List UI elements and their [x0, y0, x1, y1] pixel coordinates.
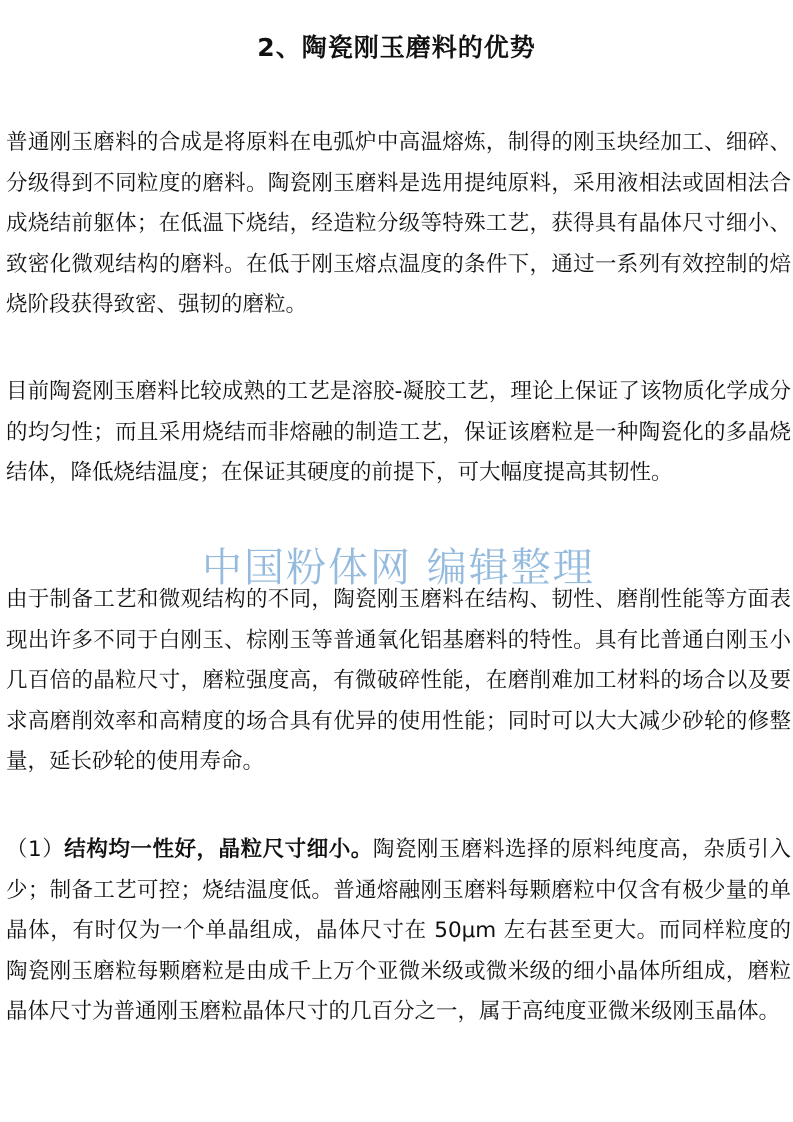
paragraph-point-1	[6, 830, 791, 1033]
point-body: 陶瓷刚玉磨料选择的原料纯度高，杂质引入少；制备工艺可控；烧结温度低。普通熔融刚玉磨料每颗磨粒中仅含有极少量的单晶体，有时仅为一个单晶组成，晶体尺寸在 50μm 左右甚至更大。而同样粒度的陶瓷刚玉磨粒每颗磨粒是由成千上万个亚微米级或微米级的细小晶体所组成，磨粒晶体尺寸为普通刚玉磨粒晶体尺寸的几百分之一，属于高纯度亚微米级刚玉晶体。	[6, 837, 791, 1024]
point-number: （1）	[6, 837, 65, 862]
paragraph-synthesis: 普通刚玉磨料的合成是将原料在电弧炉中高温熔炼，制得的刚玉块经加工、细碎、分级得到不同粒度的磨料。陶瓷刚玉磨料是选用提纯原料，采用液相法或固相法合成烧结前躯体；在低温下烧结，经造粒分级等特殊工艺，获得具有晶体尺寸细小、致密化微观结构的磨料。在低于刚玉熔点温度的条件下，通过一系列有效控制的焙烧阶段获得致密、强韧的磨粒。	[6, 130, 791, 317]
paragraph-sol-gel: 目前陶瓷刚玉磨料比较成熟的工艺是溶胶-凝胶工艺，理论上保证了该物质化学成分的均匀性；而且采用烧结而非熔融的制造工艺，保证该磨粒是一种陶瓷化的多晶烧结体，降低烧结温度；在保证其硬度的前提下，可大幅度提高其韧性。	[6, 379, 791, 485]
paragraph-properties: 由于制备工艺和微观结构的不同，陶瓷刚玉磨料在结构、韧性、磨削性能等方面表现出许多不同于白刚玉、棕刚玉等普通氧化铝基磨料的特性。具有比普通白刚玉小几百倍的晶粒尺寸，磨粒强度高，有微破碎性能，在磨削难加工材料的场合以及要求高磨削效率和高精度的场合具有优异的使用性能；同时可以大大减少砂轮的修整量，延长砂轮的使用寿命。	[6, 587, 791, 774]
section-title: 2、陶瓷刚玉磨料的优势	[257, 33, 536, 62]
point-heading: 结构均一性好，晶粒尺寸细小。	[64, 837, 373, 862]
watermark: 中国粉体网 编辑整理	[202, 545, 595, 591]
